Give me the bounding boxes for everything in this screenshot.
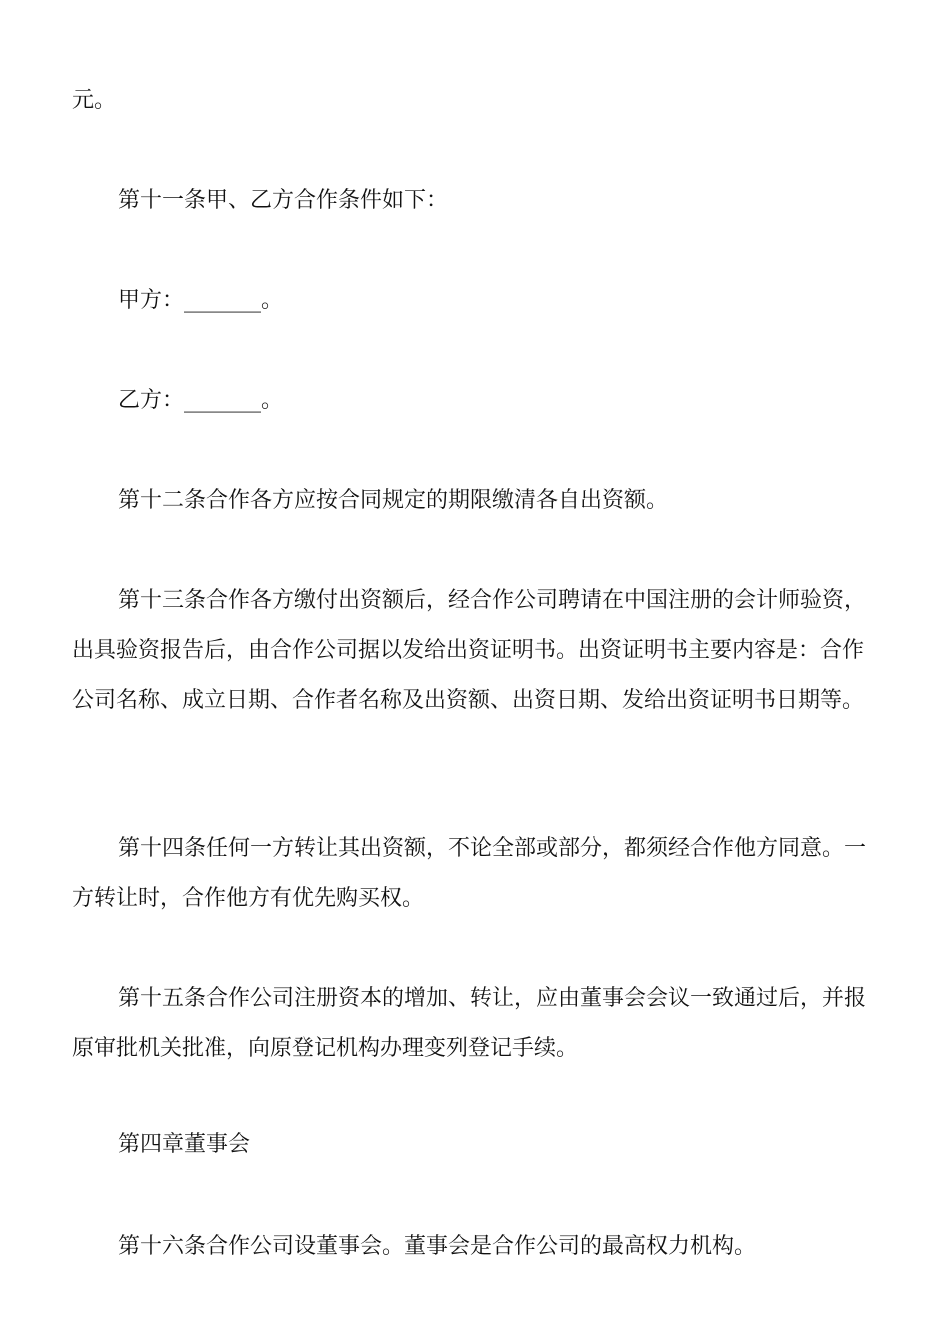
paragraph-line: 第十三条合作各方缴付出资额后，经合作公司聘请在中国注册的会计师验资，	[118, 588, 867, 613]
party-a-label: 甲方：	[118, 288, 185, 313]
paragraph-text: 第十六条合作公司设董事会。董事会是合作公司的最高权力机构。	[118, 1234, 757, 1259]
article-14	[72, 824, 882, 924]
chapter-4-heading	[72, 1120, 882, 1170]
paragraph-text: 第四章董事会	[118, 1132, 251, 1157]
paragraph-line: 第十四条任何一方转让其出资额，不论全部或部分，都须经合作他方同意。一	[118, 836, 867, 861]
party-b-label: 乙方：	[118, 388, 185, 413]
article-13	[72, 576, 882, 726]
article-11-heading	[72, 176, 882, 226]
paragraph-text: 元。	[72, 88, 117, 113]
party-b-blank: _______	[184, 388, 262, 413]
paragraph-line: 公司名称、成立日期、合作者名称及出资额、出资日期、发给出资证明书日期等。	[72, 688, 865, 713]
paragraph-line: 原审批机关批准，向原登记机构办理变列登记手续。	[72, 1036, 579, 1061]
party-b-end: 。	[261, 388, 284, 413]
paragraph-text: 第十二条合作各方应按合同规定的期限缴清各自出资额。	[118, 488, 669, 513]
party-a-blank: _______	[184, 288, 262, 313]
paragraph-text: 第十一条甲、乙方合作条件如下：	[118, 188, 449, 213]
party-a-end: 。	[261, 288, 284, 313]
paragraph-line: 第十五条合作公司注册资本的增加、转让，应由董事会会议一致通过后，并报	[118, 986, 867, 1011]
party-b-condition	[72, 376, 882, 426]
paragraph-line: 方转让时，合作他方有优先购买权。	[72, 886, 425, 911]
article-16	[72, 1222, 882, 1272]
paragraph-line: 出具验资报告后，由合作公司据以发给出资证明书。出资证明书主要内容是：合作	[72, 638, 865, 663]
party-a-condition	[72, 276, 882, 326]
article-15	[72, 974, 882, 1074]
paragraph-fragment	[72, 76, 882, 126]
article-12	[72, 476, 882, 526]
